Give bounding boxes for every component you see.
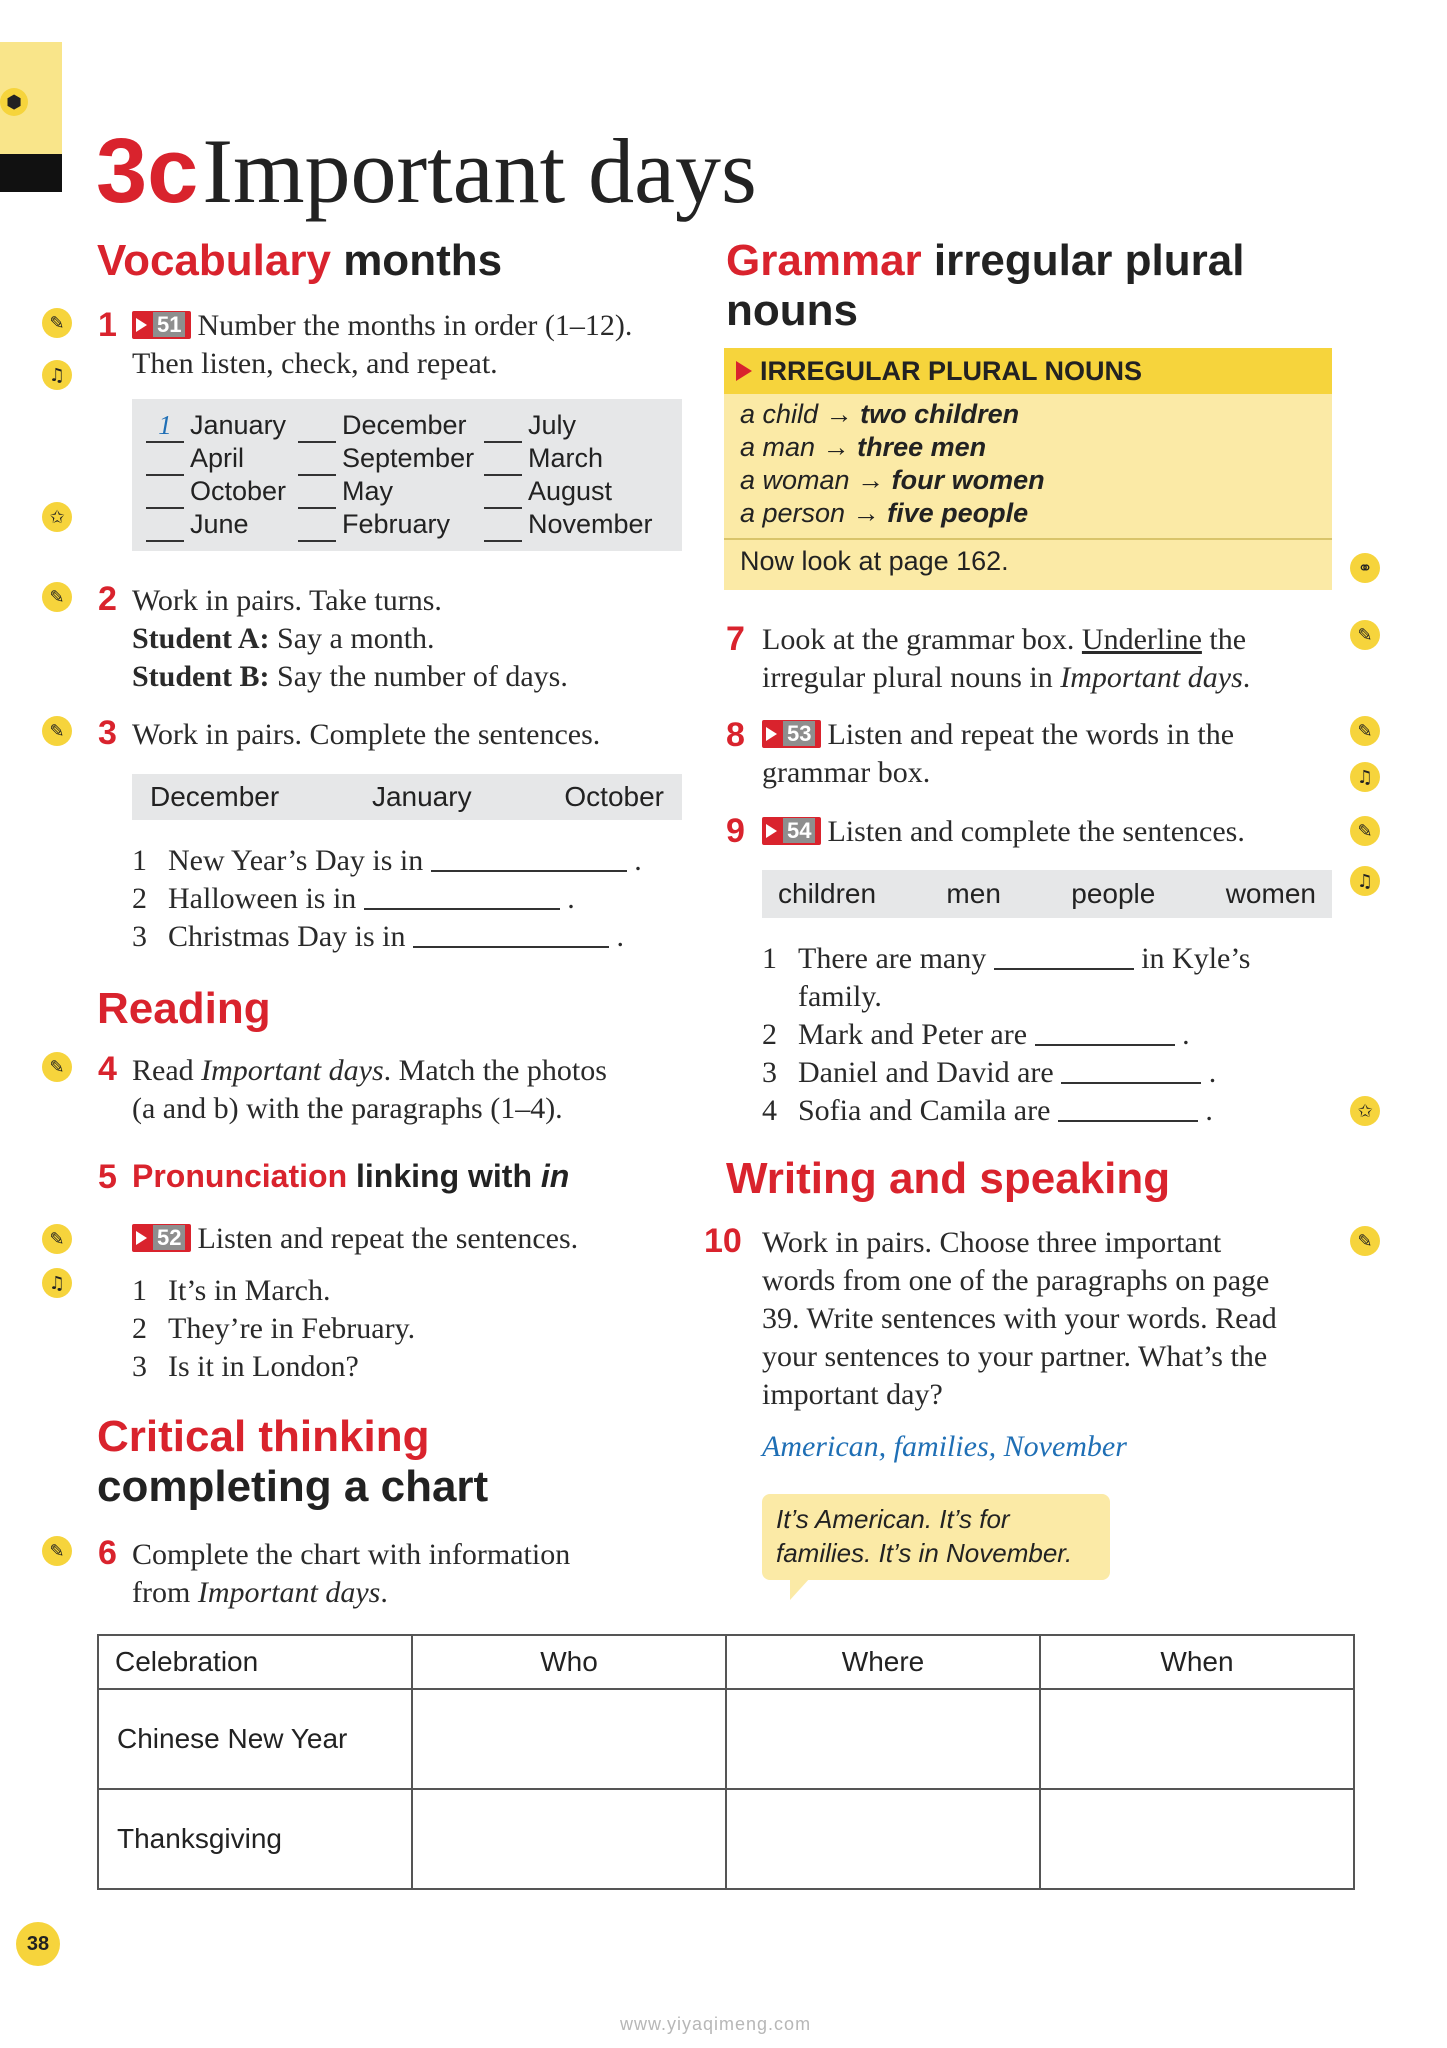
exercise-7-text: Look at the grammar box. <box>762 623 1082 656</box>
month-item <box>146 509 249 542</box>
exercise-4-title: Important days <box>201 1054 384 1087</box>
month-number-blank[interactable] <box>298 476 336 509</box>
sentence-1-continued: family. <box>798 980 882 1013</box>
month-number-blank[interactable]: 1 <box>146 410 184 443</box>
month-item <box>484 410 576 443</box>
grammar-heading-rest: nouns <box>726 286 858 335</box>
sentence-number: 3 <box>132 920 147 953</box>
chart-row <box>98 1689 1354 1789</box>
music-icon: ♫ <box>1350 762 1380 792</box>
exercise-8-line1: Listen and repeat the words in the <box>827 718 1235 751</box>
month-number-blank[interactable] <box>484 476 522 509</box>
audio-track-51[interactable] <box>132 311 191 339</box>
star-icon: ✩ <box>42 502 72 532</box>
exercise-8-line2: grammar box. <box>762 756 931 789</box>
celebration-chart <box>97 1634 1355 1890</box>
word-box-item: children <box>778 878 877 909</box>
audio-track-53[interactable] <box>762 720 821 748</box>
exercise-7-title: Important days <box>1060 661 1243 694</box>
month-number-blank[interactable] <box>484 410 522 443</box>
grammar-box-footer: Now look at page 162. <box>740 546 1009 576</box>
exercise-6-line1: Complete the chart with information <box>132 1538 571 1571</box>
word-box-item: women <box>1225 878 1316 909</box>
sentence-text: Sofia and Camila are <box>798 1094 1051 1127</box>
month-number-blank[interactable] <box>146 443 184 476</box>
month-item <box>146 410 286 443</box>
month-name: November <box>528 509 653 539</box>
exercise-10-instruction <box>762 1224 1352 1414</box>
pronunciation-heading <box>132 1158 569 1195</box>
vocabulary-heading-colored: Vocabulary <box>97 236 331 285</box>
exercise-2-number: 2 <box>98 580 117 618</box>
exercise-1-instruction <box>132 307 692 383</box>
pencil-icon: ✎ <box>42 1224 72 1254</box>
month-item <box>298 410 467 443</box>
month-item <box>146 443 244 476</box>
month-item <box>484 476 612 509</box>
chart-header-celebration: Celebration <box>98 1635 412 1689</box>
exercise-10-line: Work in pairs. Choose three important <box>762 1226 1222 1259</box>
speech-bubble-line: It’s American. It’s for <box>776 1504 1010 1534</box>
sentence-part: in London? <box>221 1350 359 1383</box>
exercise-6-text: from <box>132 1576 198 1609</box>
exercise-4-text: Read <box>132 1054 202 1087</box>
music-icon: ♫ <box>1350 866 1380 896</box>
exercise-5-text: Listen and repeat the sentences. <box>197 1222 579 1255</box>
month-item <box>298 509 450 542</box>
month-name: April <box>190 443 245 473</box>
pencil-icon: ✎ <box>1350 1226 1380 1256</box>
chart-cell-when[interactable] <box>1040 1689 1354 1789</box>
cube-icon: ⬢ <box>0 88 28 116</box>
exercise-4-text: . Match the photos <box>383 1054 607 1087</box>
chart-cell-where[interactable] <box>726 1689 1040 1789</box>
sentence-text: Christmas Day is in <box>168 920 406 953</box>
grammar-heading-rest: irregular plural <box>933 236 1245 285</box>
exercise-7-text: the <box>1201 623 1247 656</box>
chart-cell-where[interactable] <box>726 1789 1040 1889</box>
sentence-number: 1 <box>762 942 777 975</box>
play-icon <box>136 318 147 332</box>
chart-cell-celebration: Thanksgiving <box>98 1789 412 1889</box>
chart-header-when: When <box>1040 1635 1354 1689</box>
sentence-text: There are many <box>798 942 987 975</box>
month-number-blank[interactable] <box>298 443 336 476</box>
pencil-icon: ✎ <box>1350 716 1380 746</box>
sentence-number: 4 <box>762 1094 777 1127</box>
link-icon: ⚭ <box>1350 553 1380 583</box>
grammar-box-title <box>724 348 1332 394</box>
audio-track-number: 52 <box>153 1225 185 1250</box>
grammar-item: a man → three men <box>740 432 987 462</box>
exercise-10-line: important day? <box>762 1378 943 1411</box>
month-name: March <box>528 443 604 473</box>
exercise-1-line1: Number the months in order (1–12). <box>197 309 633 342</box>
chart-header-who: Who <box>412 1635 726 1689</box>
exercise-10-line: words from one of the paragraphs on page <box>762 1264 1270 1297</box>
exercise-9-instruction <box>762 813 1245 851</box>
play-icon <box>766 727 777 741</box>
answer-blank[interactable] <box>1035 1044 1175 1046</box>
word-box-item: January <box>371 781 472 812</box>
exercise-3-number: 3 <box>98 714 117 752</box>
month-name: January <box>190 410 287 440</box>
sentence-1: 1 New Year’s Day is in . <box>132 842 692 880</box>
audio-track-number: 54 <box>783 818 815 843</box>
word-box-item: people <box>1071 878 1156 909</box>
word-box-item: October <box>564 781 664 812</box>
audio-track-number: 53 <box>783 721 815 746</box>
sentence-2: 2 Halloween is in . <box>132 880 692 918</box>
exercise-1-number: 1 <box>98 306 117 344</box>
sentence-3 <box>132 1348 415 1386</box>
sentence-number: 2 <box>132 882 147 915</box>
exercise-2-line1: Work in pairs. Take turns. <box>132 584 442 617</box>
month-number-blank[interactable] <box>146 509 184 542</box>
exercise-6-instruction <box>132 1536 712 1612</box>
arrow-icon: → <box>852 498 880 528</box>
pronunciation-heading-colored: Pronunciation <box>132 1158 348 1194</box>
audio-track-54[interactable] <box>762 817 821 845</box>
student-a-label: Student A: <box>132 622 270 655</box>
exercise-6-number: 6 <box>98 1534 117 1572</box>
music-icon: ♫ <box>42 1268 72 1298</box>
sentence-text: Halloween is in <box>168 882 357 915</box>
sentence-text: Daniel and David are <box>798 1056 1054 1089</box>
pronunciation-heading-rest: linking with <box>356 1158 541 1194</box>
exercise-7-text: irregular plural nouns in <box>762 661 1061 694</box>
student-a-text: Say a month. <box>277 622 435 655</box>
grammar-heading-colored: Grammar <box>726 236 922 285</box>
speech-bubble-tail <box>790 1578 816 1600</box>
music-icon: ♫ <box>42 360 72 390</box>
answer-blank[interactable] <box>413 946 609 948</box>
writing-speaking-heading: Writing and speaking <box>726 1154 1171 1203</box>
exercise-5-number: 5 <box>98 1158 117 1196</box>
sentence-number: 3 <box>762 1056 777 1089</box>
word-box-item: men <box>946 878 1001 909</box>
pencil-icon: ✎ <box>1350 620 1380 650</box>
month-name: February <box>342 509 451 539</box>
month-name: October <box>190 476 287 506</box>
answer-blank[interactable] <box>994 968 1134 970</box>
sentence-part: Is it <box>168 1350 214 1383</box>
arrow-icon: → <box>822 432 850 462</box>
exercise-4-number: 4 <box>98 1050 117 1088</box>
grammar-box-divider <box>724 538 1332 540</box>
answer-blank[interactable] <box>431 870 627 872</box>
month-item <box>484 509 653 542</box>
exercise-6-title: Important days <box>197 1576 381 1609</box>
exercise-9-text: Listen and complete the sentences. <box>827 815 1245 848</box>
chart-header-where: Where <box>726 1635 1040 1689</box>
pencil-icon: ✎ <box>42 308 72 338</box>
grammar-item: a woman → four women <box>740 465 1045 495</box>
example-words: American, families, November <box>762 1430 1127 1463</box>
sentence-part: in March. <box>213 1274 331 1307</box>
pencil-icon: ✎ <box>42 716 72 746</box>
watermark: www.yiyaqimeng.com <box>620 2014 812 2034</box>
reading-heading: Reading <box>97 984 271 1033</box>
month-number-blank[interactable] <box>298 410 336 443</box>
exercise-4-instruction <box>132 1052 712 1128</box>
month-name: July <box>528 410 577 440</box>
critical-heading-colored: Critical thinking <box>97 1412 430 1461</box>
chart-cell-who[interactable] <box>412 1689 726 1789</box>
sentence-number: 2 <box>762 1018 777 1051</box>
pronunciation-heading-italic: in <box>540 1158 570 1194</box>
play-icon <box>766 824 777 838</box>
chart-cell-who[interactable] <box>412 1789 726 1889</box>
month-name: December <box>342 410 467 440</box>
grammar-heading <box>726 236 1244 336</box>
sentence-number: 3 <box>132 1350 147 1383</box>
exercise-7-underline: Underline <box>1081 623 1202 656</box>
month-number-blank[interactable] <box>298 509 336 542</box>
vocabulary-heading-rest: months <box>343 236 503 285</box>
corner-black-bar <box>0 154 62 192</box>
exercise-9-word-box <box>762 870 1332 918</box>
sentence-text: in Kyle’s <box>1141 942 1251 975</box>
exercise-7-text: . <box>1242 661 1251 694</box>
exercise-7-number: 7 <box>726 620 745 658</box>
exercise-10-line: your sentences to your partner. What’s the <box>762 1340 1268 1373</box>
sentence-2: 2 Mark and Peter are . <box>762 1016 1342 1054</box>
pencil-icon: ✎ <box>42 582 72 612</box>
exercise-5-instruction <box>132 1220 578 1258</box>
answer-blank[interactable] <box>1058 1120 1198 1122</box>
grammar-item: a person → five people <box>740 498 1029 528</box>
sentence-text: Mark and Peter are <box>798 1018 1028 1051</box>
exercise-9-number: 9 <box>726 812 745 850</box>
sentence-3: 3 Christmas Day is in . <box>132 918 692 956</box>
play-icon <box>136 1231 147 1245</box>
word-box-item: December <box>150 781 280 812</box>
answer-blank[interactable] <box>1061 1082 1201 1084</box>
month-item <box>298 476 393 509</box>
arrow-icon: → <box>857 465 885 495</box>
month-item <box>484 443 603 476</box>
unit-number: 3c <box>96 120 199 222</box>
audio-track-number: 51 <box>153 312 185 337</box>
critical-thinking-heading <box>97 1412 488 1512</box>
sentence-part: in February. <box>270 1312 416 1345</box>
chart-row <box>98 1789 1354 1889</box>
star-icon: ✩ <box>1350 1096 1380 1126</box>
chart-cell-when[interactable] <box>1040 1789 1354 1889</box>
pencil-icon: ✎ <box>42 1536 72 1566</box>
sentence-2 <box>132 1310 415 1348</box>
chart-cell-celebration: Chinese New Year <box>98 1689 412 1789</box>
pencil-icon: ✎ <box>1350 816 1380 846</box>
exercise-9-sentences <box>762 940 1342 1130</box>
page-title <box>96 118 757 224</box>
exercise-2-instruction <box>132 582 692 696</box>
audio-track-52[interactable] <box>132 1224 191 1252</box>
student-b-text: Say the number of days. <box>277 660 568 693</box>
sentence-number: 1 <box>132 844 147 877</box>
exercise-5-sentences <box>132 1272 415 1386</box>
sentence-part: It’s <box>168 1274 207 1307</box>
vocabulary-heading <box>97 236 502 286</box>
student-b-label: Student B: <box>132 660 270 693</box>
answer-blank[interactable] <box>364 908 560 910</box>
exercise-10-number: 10 <box>704 1222 742 1260</box>
exercise-7-instruction <box>762 621 1352 697</box>
page-number: 38 <box>16 1922 60 1966</box>
exercise-3-sentences <box>132 842 692 956</box>
exercise-1-line2: Then listen, check, and repeat. <box>132 347 498 380</box>
sentence-part: They’re <box>168 1312 263 1345</box>
month-item <box>298 443 474 476</box>
month-name: June <box>190 509 249 539</box>
sentence-text: New Year’s Day is in <box>168 844 424 877</box>
sentence-3: 3 Daniel and David are . <box>762 1054 1342 1092</box>
chart-header-row <box>98 1635 1354 1689</box>
month-name: August <box>528 476 613 506</box>
exercise-4-line2: (a and b) with the paragraphs (1–4). <box>132 1092 563 1125</box>
grammar-item: a child → two children <box>740 399 1020 429</box>
month-name: May <box>342 476 394 506</box>
exercise-8-number: 8 <box>726 716 745 754</box>
speech-bubble <box>762 1494 1110 1580</box>
grammar-box-title-text: IRREGULAR PLURAL NOUNS <box>760 355 1143 386</box>
month-number-blank[interactable] <box>146 476 184 509</box>
exercise-10-line: 39. Write sentences with your words. Read <box>762 1302 1277 1335</box>
exercise-3-word-box <box>132 774 682 820</box>
pencil-icon: ✎ <box>42 1052 72 1082</box>
month-number-blank[interactable] <box>484 509 522 542</box>
sentence-1 <box>132 1272 415 1310</box>
sentence-number: 1 <box>132 1274 147 1307</box>
month-item <box>146 476 286 509</box>
critical-heading-rest: completing a chart <box>97 1462 489 1511</box>
month-number-blank[interactable] <box>484 443 522 476</box>
arrow-icon: → <box>825 399 853 429</box>
grammar-items <box>740 398 1045 530</box>
exercise-3-instruction: Work in pairs. Complete the sentences. <box>132 718 601 751</box>
sentence-1 <box>762 940 1342 978</box>
unit-title: Important days <box>202 120 757 222</box>
months-grid <box>146 410 686 550</box>
triangle-icon <box>736 361 752 381</box>
month-name: September <box>342 443 475 473</box>
exercise-6-text: . <box>380 1576 388 1609</box>
exercise-8-instruction <box>762 716 1352 792</box>
speech-bubble-line: families. It’s in November. <box>776 1538 1073 1568</box>
sentence-number: 2 <box>132 1312 147 1345</box>
sentence-4: 4 Sofia and Camila are . <box>762 1092 1342 1130</box>
